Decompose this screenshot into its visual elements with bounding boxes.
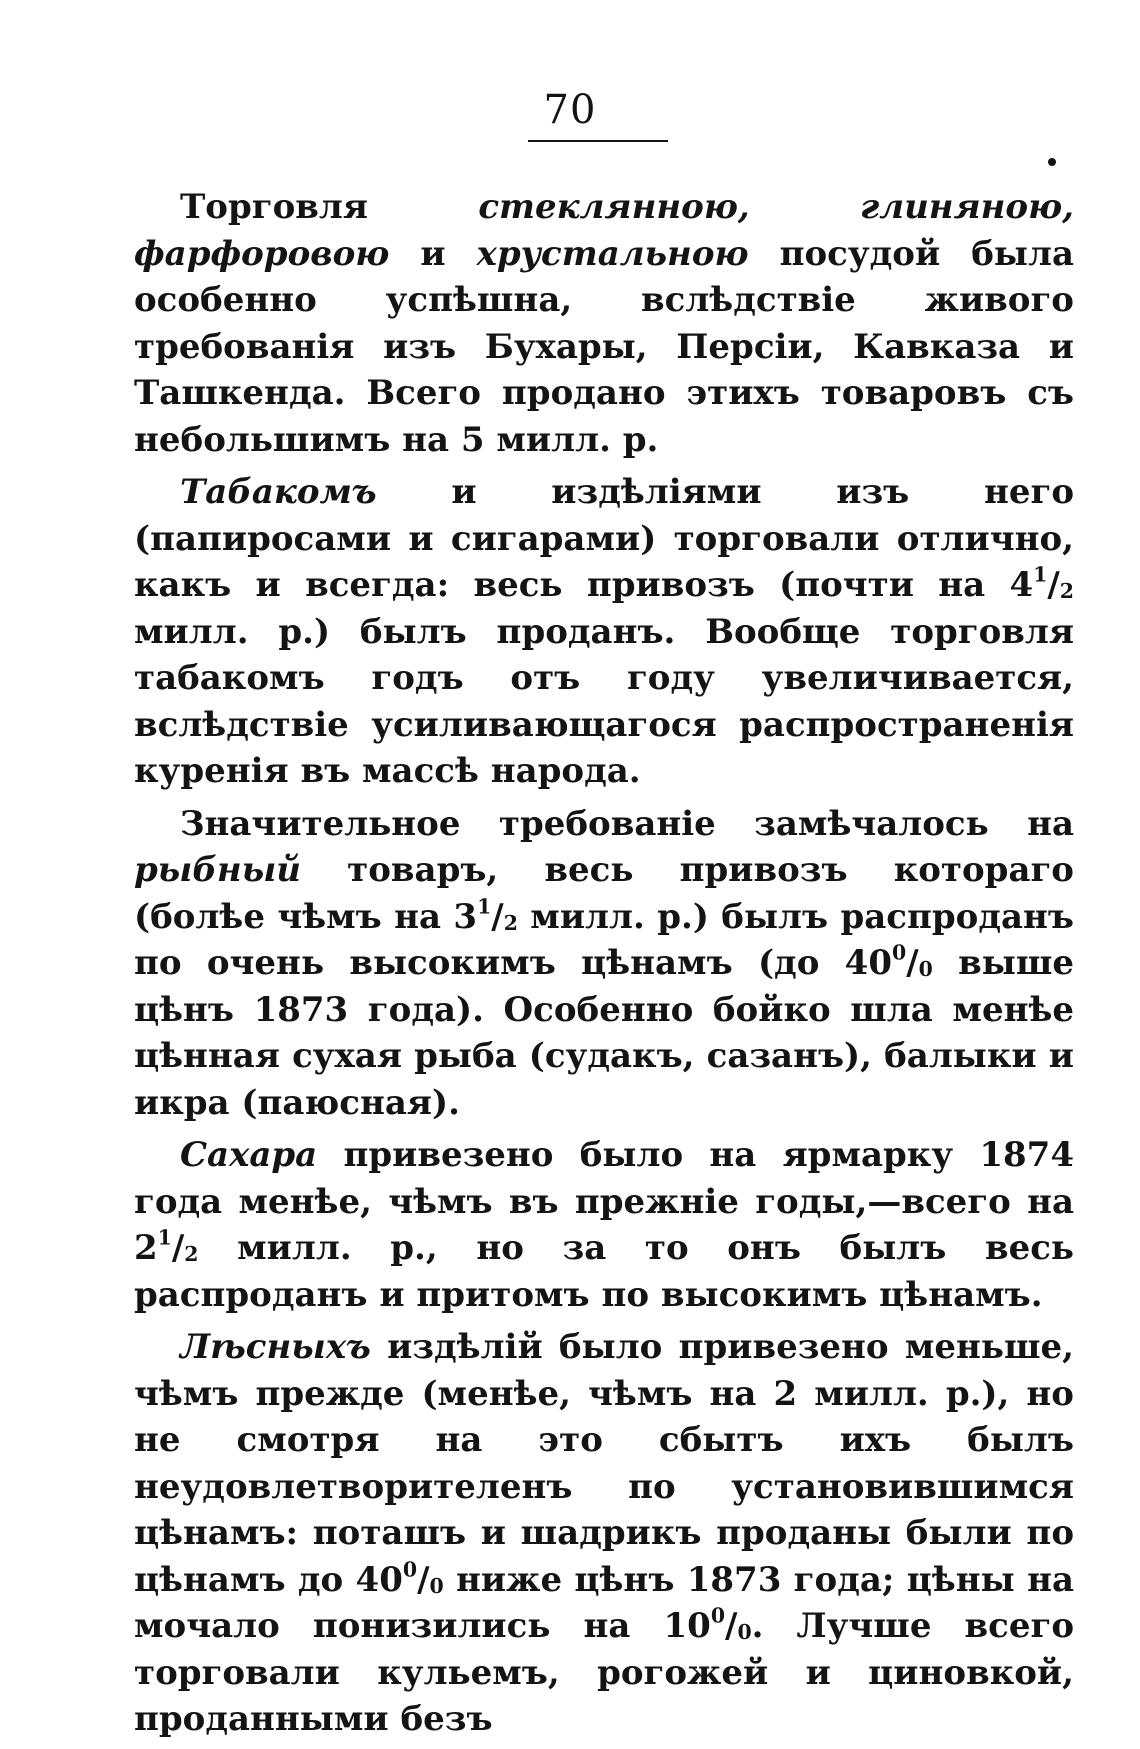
paragraph-glassware	[134, 184, 1074, 463]
fraction-numerator: 1	[157, 1225, 172, 1250]
text-run: Значительное требованіе замѣчалось на	[180, 803, 1074, 844]
text-run: милл. р.) былъ распроданъ по очень высокимъ цѣнамъ (до 40	[134, 896, 1074, 983]
text-run: товаръ, весь привозъ котораго (болѣе чѣмъ на 3	[134, 850, 1074, 937]
paragraph-fish	[134, 801, 1074, 1127]
fraction-numerator: 0	[402, 1557, 418, 1582]
fraction-denominator: 2	[503, 910, 518, 935]
text-run: и издѣліями изъ него (папиросами и сигарами) торговали отлично, какъ и всегда: весь привозъ (почти на 4	[134, 472, 1074, 605]
text-run: /	[417, 1559, 430, 1600]
italic-term: Табакомъ	[180, 472, 377, 512]
text-run: . Лучше всего торговали кульемъ, рогожей и циновкой, проданными безъ	[134, 1606, 1074, 1739]
paragraph-tobacco	[134, 469, 1074, 795]
text-run: /	[1047, 565, 1060, 605]
fraction-numerator: 0	[710, 1603, 726, 1628]
text-run: /	[725, 1606, 738, 1646]
text-run: милл. р., но за то онъ былъ весь распроданъ и притомъ по высокимъ цѣнамъ.	[134, 1228, 1074, 1315]
ink-speck	[1048, 158, 1056, 166]
fraction-denominator: 0	[737, 1620, 752, 1645]
text-run: ниже цѣнъ 1873 года; цѣны на мочало понизились на 10	[134, 1559, 1074, 1646]
fraction-denominator: 0	[918, 957, 933, 982]
paragraph-sugar	[134, 1132, 1074, 1318]
text-run: /	[171, 1228, 185, 1268]
text-run: издѣлій было привезено меньше, чѣмъ прежде (менѣе, чѣмъ на 2 милл. р.), но не смотря на это сбытъ ихъ былъ неудовлетворителенъ по установившимся цѣнамъ: поташъ и шадрикъ проданы были по цѣнамъ до 40	[134, 1327, 1074, 1600]
text-run: /	[906, 943, 919, 983]
italic-term: стеклянною, глиняною, фарфоровою	[134, 187, 1074, 274]
page-number-rule	[528, 140, 668, 142]
italic-term: хрустальною	[476, 233, 749, 274]
italic-term: рыбный	[134, 850, 302, 890]
fraction-numerator: 1	[1033, 562, 1048, 587]
text-run: милл. р.) былъ проданъ. Вообще торговля табакомъ годъ отъ году увеличивается, вслѣдствіе усиливающагося распространенія куренія въ массѣ народа.	[134, 611, 1074, 791]
text-run: /	[491, 896, 504, 937]
italic-term: Лѣсныхъ	[180, 1327, 371, 1367]
text-run: посудой была особенно успѣшна, вслѣдствіе живого требованія изъ Бухары, Персіи, Кавказа и Ташкенда. Всего продано этихъ товаровъ съ небольшимъ на 5 милл. р.	[134, 233, 1074, 460]
fraction-denominator: 2	[184, 1242, 199, 1267]
text-run: привезено было на ярмарку 1874 года менѣе, чѣмъ въ прежніе годы,—всего на 2	[134, 1135, 1074, 1268]
fraction-numerator: 0	[891, 940, 907, 965]
italic-term: Сахара	[180, 1135, 318, 1175]
fraction-numerator: 1	[477, 894, 492, 919]
fraction-denominator: 2	[1059, 579, 1074, 604]
text-run: выше цѣнъ 1873 года). Особенно бойко шла менѣе цѣнная сухая рыба (судакъ, сазанъ), балыки и икра (паюсная).	[134, 943, 1074, 1123]
body-text	[134, 184, 1074, 1749]
paragraph-forest	[134, 1324, 1074, 1743]
page-number: 70	[543, 87, 597, 133]
text-run: Торговля	[180, 187, 479, 227]
fraction-denominator: 0	[429, 1573, 444, 1598]
text-run: и	[389, 233, 477, 274]
